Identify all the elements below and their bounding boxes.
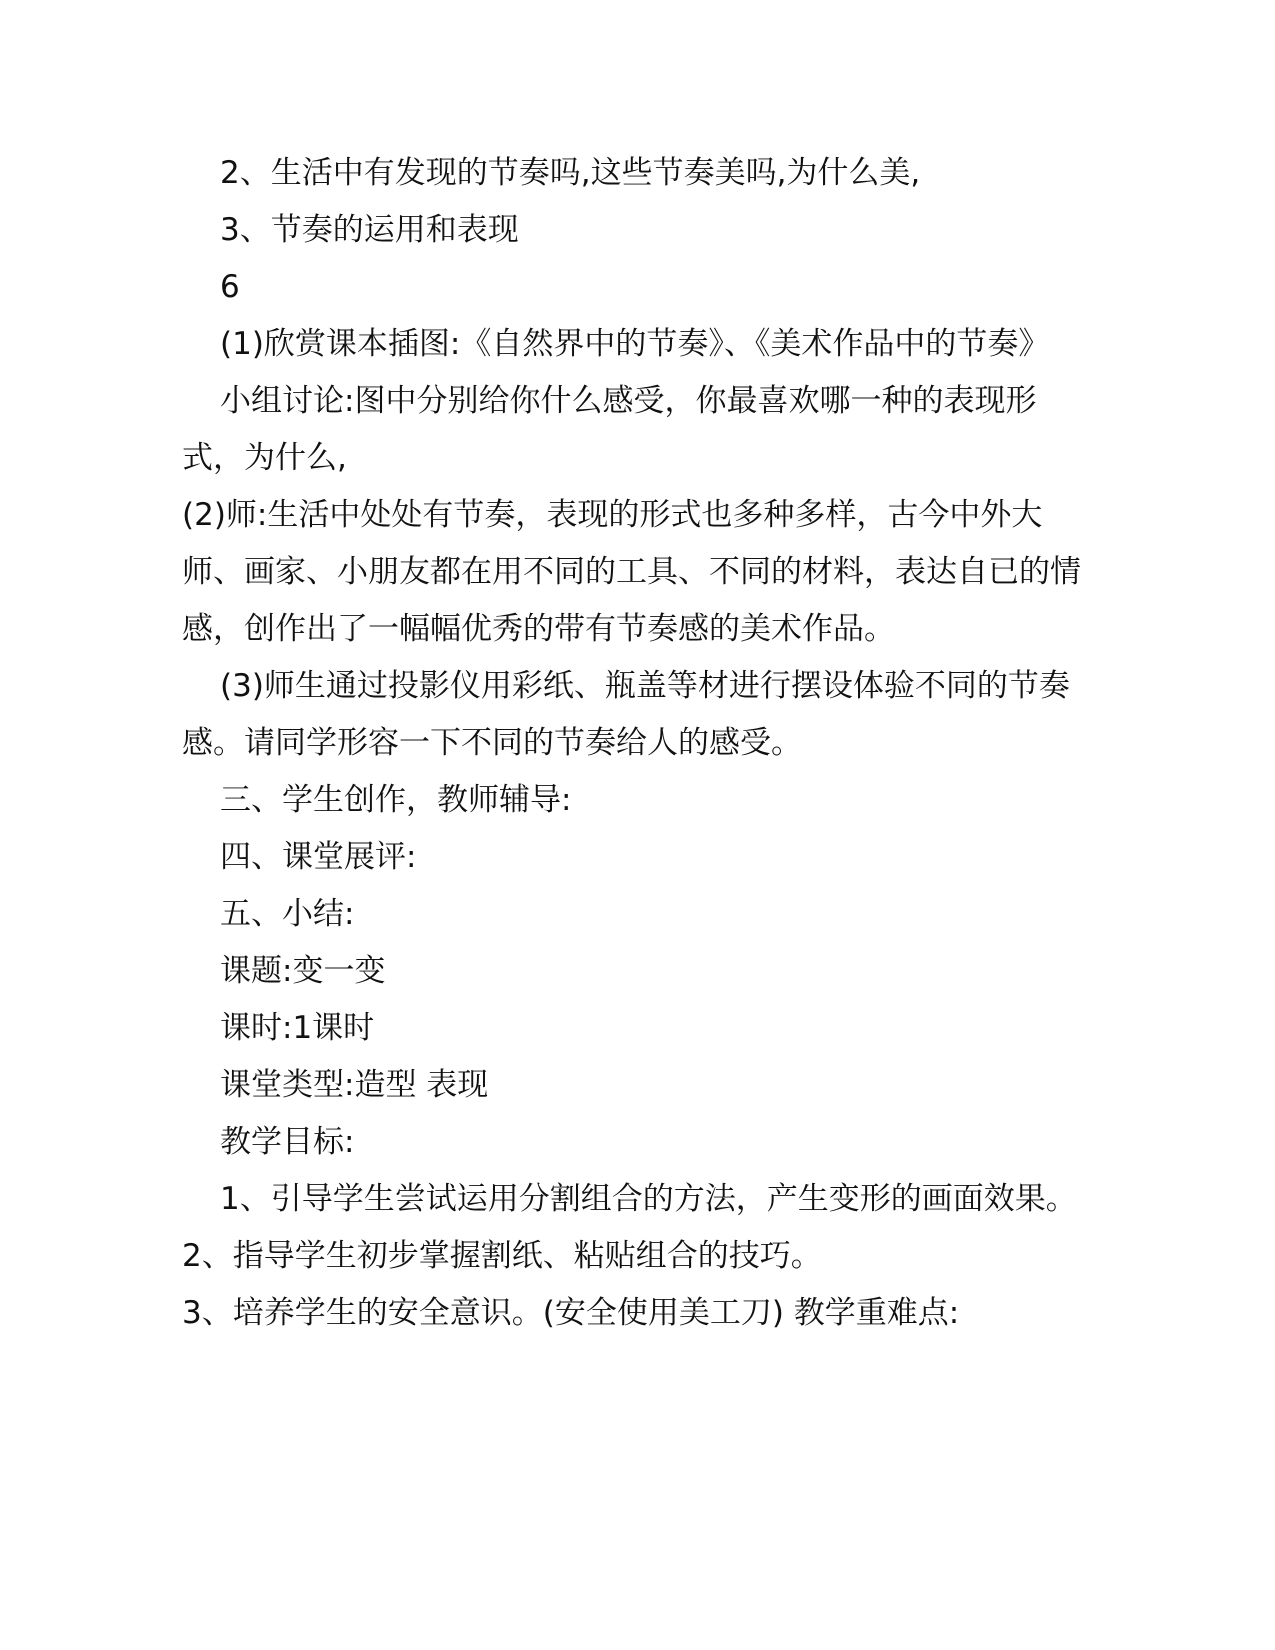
- paragraph-summary: 五、小结:: [220, 896, 355, 932]
- paragraph-lesson-hours: 课时:1课时: [220, 1010, 375, 1046]
- paragraph-teacher-explanation: (2)师:生活中处处有节奏，表现的形式也多种多样，古今中外大师、画家、小朋友都在用不同的工具、不同的材料，表达自已的情感，创作出了一幅幅优秀的带有节奏感的美术作品。: [182, 497, 1081, 647]
- paragraph-class-review: 四、课堂展评:: [220, 839, 417, 875]
- paragraph-group-discussion: 小组讨论:图中分别给你什么感受，你最喜欢哪一种的表现形式，为什么,: [182, 383, 1037, 476]
- paragraph-student-creation: 三、学生创作，教师辅导:: [220, 782, 572, 818]
- paragraph-appreciate-illustrations: (1)欣赏课本插图:《自然界中的节奏》、《美术作品中的节奏》: [220, 326, 1050, 362]
- paragraph-teaching-goals-1-2: 1、引导学生尝试运用分割组合的方法，产生变形的画面效果。 2、指导学生初步掌握割纸、粘贴组合的技巧。: [182, 1181, 1077, 1274]
- paragraph-rhythm-application: 3、节奏的运用和表现: [220, 212, 519, 248]
- paragraph-rhythm-question: 2、生活中有发现的节奏吗,这些节奏美吗,为什么美,: [220, 155, 921, 191]
- paragraph-teaching-goal-3: 3、培养学生的安全意识。(安全使用美工刀) 教学重难点:: [182, 1295, 960, 1331]
- paragraph-lesson-type: 课堂类型:造型 表现: [220, 1067, 489, 1103]
- document-body: [182, 145, 1082, 1342]
- paragraph-teaching-goals-heading: 教学目标:: [220, 1124, 355, 1160]
- paragraph-projector-experience: (3)师生通过投影仪用彩纸、瓶盖等材进行摆设体验不同的节奏感。请同学形容一下不同的节奏给人的感受。: [182, 668, 1070, 761]
- paragraph-number: 6: [220, 269, 240, 305]
- paragraph-lesson-topic: 课题:变一变: [220, 953, 386, 989]
